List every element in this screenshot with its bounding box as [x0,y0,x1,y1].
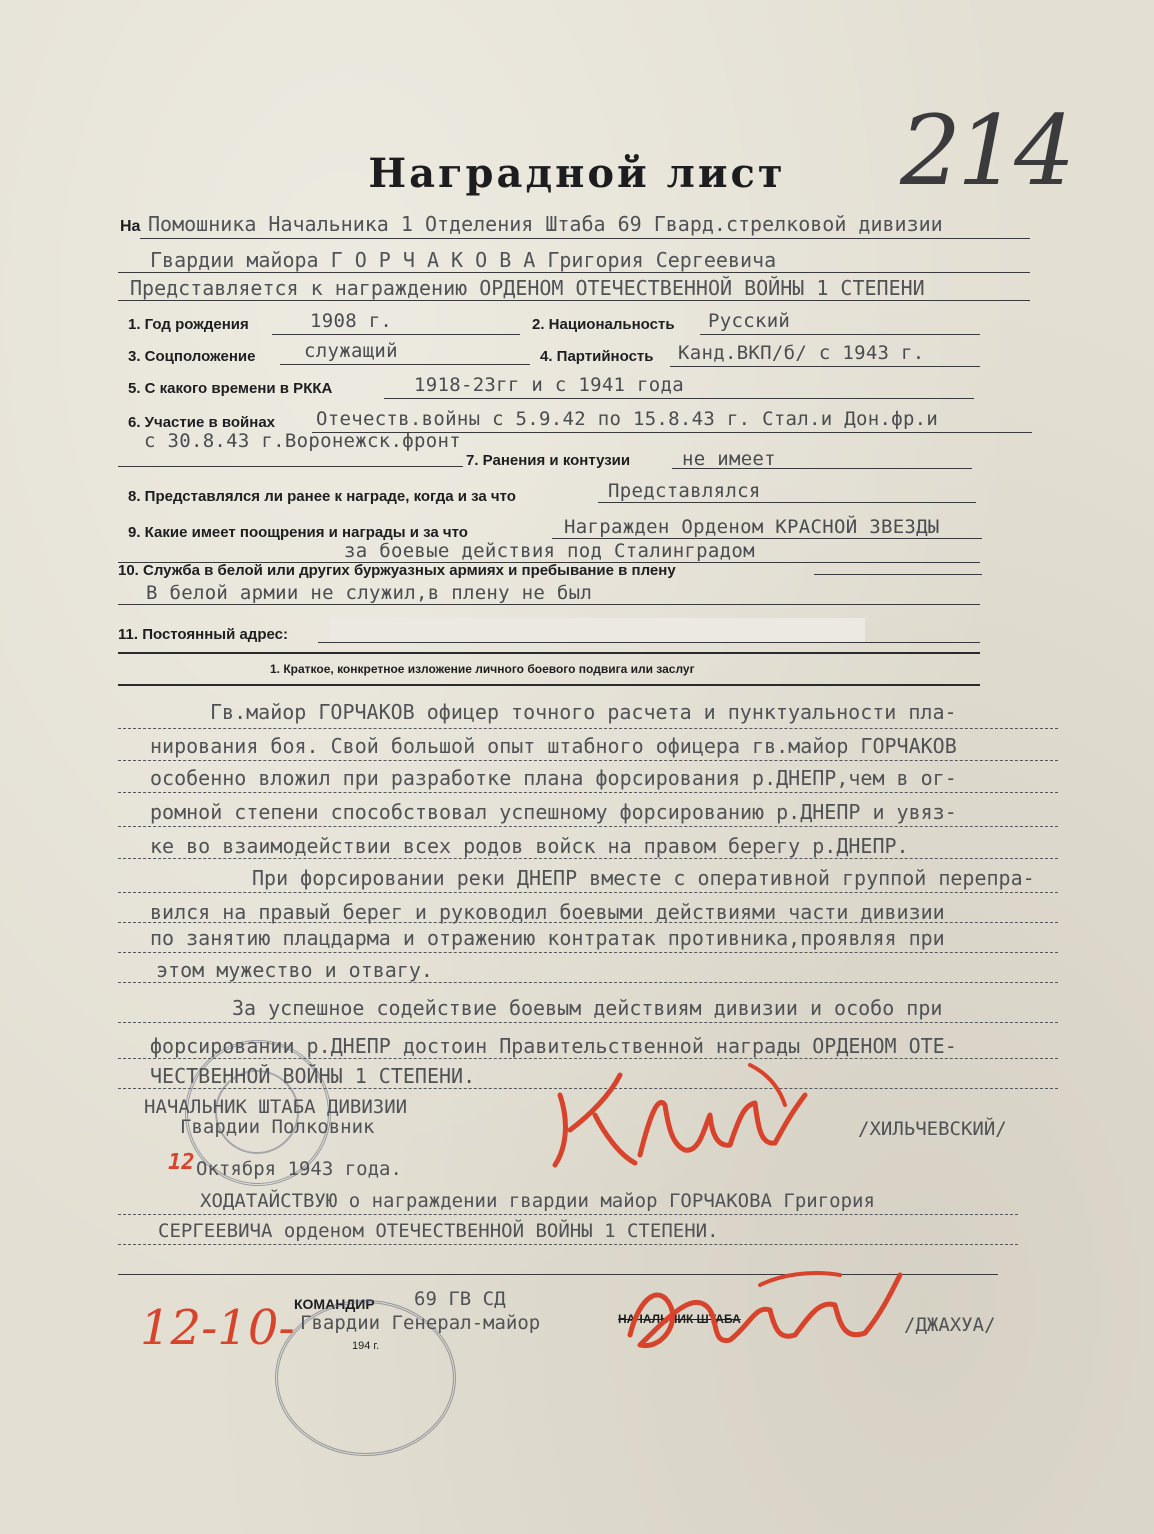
date-day: 12 [168,1150,195,1175]
field-10-value: В белой армии не служил,в плену не был [146,582,593,604]
narrative-line: ке во взаимодействии всех родов войск на правом берегу р.ДНЕПР. [150,834,909,858]
date-rest: Октября 1943 года. [196,1158,402,1180]
narrative-line: ромной степени способствовал успешному форсированию р.ДНЕПР и увяз- [150,800,957,824]
commander-unit: 69 ГВ СД [414,1288,506,1310]
award-line: Представляется к награждению ОРДЕНОМ ОТЕЧЕСТВЕННОЙ ВОЙНЫ 1 СТЕПЕНИ [130,276,925,300]
field-10-label: 10. Служба в белой или других буржуазных армиях и пребывание в плену [118,562,676,579]
chief-staff-label: НАЧАЛЬНИК ШТАБА [618,1312,741,1326]
position-underline [140,238,1030,239]
field-3-label: 3. Соцположение [128,348,256,365]
narrative-rule [118,826,1058,827]
field-11-underline [318,642,980,643]
narrative-line: нирования боя. Свой большой опыт штабного офицера гв.майор ГОРЧАКОВ [150,734,957,758]
name-underline [118,272,1030,273]
field-7-label: 7. Ранения и контузии [466,452,631,469]
narrative-line: Гв.майор ГОРЧАКОВ офицер точного расчета и пунктуальности пла- [210,700,957,724]
narrative-rule [118,728,1058,729]
award-underline [118,300,1030,301]
field-9-value-2: за боевые действия под Сталинградом [344,540,755,562]
narrative-rule [118,952,1058,953]
redacted-address [330,618,865,642]
handwritten-number: 214 [900,95,1072,207]
field-9-label: 9. Какие имеет поощрения и награды и за что [128,524,468,541]
petition-rule [118,1244,1018,1245]
narrative-line: по занятию плацдарма и отражению контратак противника,проявляя при [150,926,945,950]
chief-signature [540,1055,820,1175]
field-5-underline [384,398,974,399]
field-5-label: 5. С какого времени в РККА [128,380,333,397]
field-4-underline [670,366,980,367]
field-1-label: 1. Год рождения [128,316,249,333]
chief-title: НАЧАЛЬНИК ШТАБА ДИВИЗИИ [144,1096,408,1118]
field-6-value-1: Отечеств.войны с 5.9.42 по 15.8.43 г. Стал.и Дон.фр.и [316,408,939,430]
field-1-value: 1908 г. [310,310,393,332]
narrative-rule [118,792,1058,793]
field-7-leading-rule [118,466,463,467]
petition-line-1: ХОДАТАЙСТВУЮ о награждении гвардии майор ГОРЧАКОВА Григория [200,1190,875,1212]
commander-name: /ДЖАХУА/ [904,1314,996,1336]
narrative-line: этом мужество и отвагу. [156,958,433,982]
official-stamp-bottom [275,1300,456,1456]
field-3-value: служащий [304,340,398,362]
narrative-line: особенно вложил при разработке плана форсирования р.ДНЕПР,чем в ог- [150,766,957,790]
field-8-label: 8. Представлялся ли ранее к награде, когда и за что [128,488,516,505]
field-7-value: не имеет [682,448,776,470]
field-8-underline [598,502,976,503]
petition-rule [118,1214,1018,1215]
field-4-value: Канд.ВКП/б/ с 1943 г. [678,342,925,364]
narrative-line: За успешное содействие боевым действиям дивизии и особо при [232,996,943,1020]
narrative-rule [118,922,1058,923]
field-5-value: 1918-23гг и с 1941 года [414,374,684,396]
field-2-label: 2. Национальность [532,316,675,333]
narrative-rule [118,858,1058,859]
field-1-underline [272,334,520,335]
name-line: Гвардии майора Г О Р Ч А К О В А Григория Сергеевича [150,248,777,272]
field-6-label: 6. Участие в войнах [128,414,276,431]
commander-signature [610,1255,910,1375]
field-2-underline [700,334,980,335]
narrative-rule [118,982,1058,983]
narrative-line: ЧЕСТВЕННОЙ ВОЙНЫ 1 СТЕПЕНИ. [150,1064,476,1088]
narrative-rule [118,892,1058,893]
commander-rank: Гвардии Генерал-майор [300,1312,541,1334]
page-title: Наградной лист [368,150,786,197]
field-2-value: Русский [708,310,791,332]
chief-rank: Гвардии Полковник [180,1116,375,1138]
narrative-line: При форсировании реки ДНЕПР вместе с оперативной группой перепра- [252,866,1035,890]
field-3-underline [280,364,530,365]
section-top-rule [118,652,980,654]
field-10-trailing-rule [814,574,982,575]
field-11-label: 11. Постоянный адрес: [118,626,288,643]
petition-line-2: СЕРГЕЕВИЧА орденом ОТЕЧЕСТВЕННОЙ ВОЙНЫ 1 СТЕПЕНИ. [158,1220,719,1242]
field-9-value-1: Награжден Орденом КРАСНОЙ ЗВЕЗДЫ [564,516,940,538]
field-7-underline [672,468,972,469]
narrative-line: вился на правый берег и руководил боевыми действиями части дивизии [150,900,945,924]
year-template: 194 г. [352,1340,380,1352]
narrative-rule [118,760,1058,761]
chief-name: /ХИЛЬЧЕВСКИЙ/ [858,1118,1007,1140]
narrative-rule [118,1022,1058,1023]
section-heading-rule [118,684,980,686]
commander-label: КОМАНДИР [294,1296,375,1312]
narrative-line: форсировании р.ДНЕПР достоин Правительственной награды ОРДЕНОМ ОТЕ- [150,1034,957,1058]
field-8-value: Представлялся [608,480,761,502]
field-10-underline [118,604,980,605]
red-date: 12-10- [140,1300,295,1356]
to-prefix: На [120,218,141,235]
field-9-underline-1 [552,538,982,539]
field-4-label: 4. Партийность [540,348,654,365]
field-6-value-2: с 30.8.43 г.Воронежск.фронт [144,430,461,452]
section-heading: 1. Краткое, конкретное изложение личного боевого подвига или заслуг [270,662,695,676]
position-line: Помошника Начальника 1 Отделения Штаба 69 Гвард.стрелковой дивизии [148,212,943,236]
